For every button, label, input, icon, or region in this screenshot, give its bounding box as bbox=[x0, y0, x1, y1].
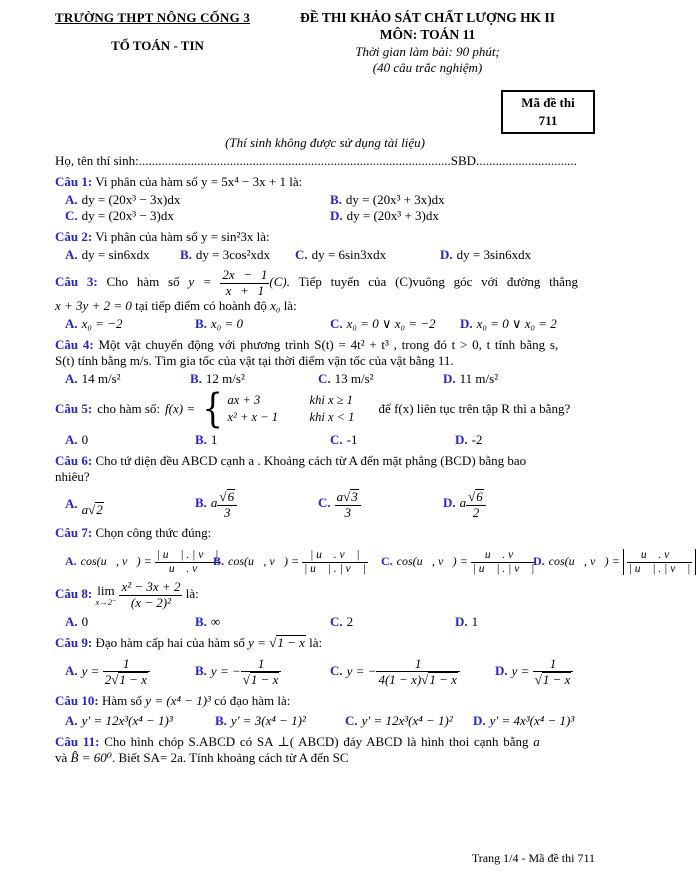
option: D. a $\frac{√6}{2}$ bbox=[443, 489, 595, 520]
option: D. 1 bbox=[455, 613, 479, 629]
exam-duration: Thời gian làm bài: 90 phút; bbox=[355, 43, 500, 59]
option-letter: A. bbox=[65, 192, 78, 208]
option-letter: C. bbox=[65, 208, 78, 224]
option: C. y' = 12x³(x⁴ − 1)² bbox=[345, 713, 453, 729]
question-text: Câu 4: Một vật chuyển động với phương trình S(t) = 4t² + t³ , trong đó t > 0, t tính bằng s, bbox=[55, 336, 559, 352]
option: B. a $\frac{√6}{3}$ bbox=[195, 489, 318, 520]
option: C. dy = 6sin3xdx bbox=[295, 247, 387, 263]
option: B. y = − $\frac{1}{√1 - x}$ bbox=[195, 657, 330, 688]
piecewise-function: { ax + 3 khi x ≥ 1 x² + x − 1 khi x < 1 bbox=[202, 385, 355, 432]
absolute-value-bars bbox=[623, 549, 696, 575]
option: A. 0 bbox=[65, 431, 89, 447]
question-7 bbox=[55, 524, 691, 575]
department-name: TỔ TOÁN - TIN bbox=[111, 38, 204, 53]
radical: √1 − x bbox=[421, 672, 457, 688]
question-8 bbox=[55, 580, 595, 630]
header bbox=[55, 10, 595, 76]
option-text: dy = (20x³ − 3)dx bbox=[81, 208, 174, 224]
question-1 bbox=[55, 174, 595, 224]
options-row bbox=[55, 657, 595, 688]
question-label: Câu 5: bbox=[55, 400, 93, 416]
question-text: Câu 2: Vi phân của hàm số y = sin²3x là: bbox=[55, 229, 270, 245]
option: D. y' = 4x³(x⁴ − 1)³ bbox=[473, 713, 575, 729]
question-label: Câu 4: bbox=[55, 336, 94, 352]
fraction: $\frac{a√3}{3}$ bbox=[335, 489, 361, 520]
option: B. y' = 3(x⁴ − 1)² bbox=[215, 713, 306, 729]
options-row bbox=[55, 489, 595, 520]
fraction: $\frac{u⃗ . v⃗}{| u⃗ | . | v⃗ |}$ bbox=[472, 548, 535, 575]
option: C. 2 bbox=[330, 613, 354, 629]
option: C. y = − $\frac{1}{4(1 - x)√1 - x}$ bbox=[330, 657, 495, 688]
header-left bbox=[55, 10, 260, 76]
question-text: Câu 10: Hàm số y = (x⁴ − 1)³ có đạo hàm là: bbox=[55, 693, 291, 709]
question-text-line2: S(t) tính bằng m/s. Tìm gia tốc của vật tại thời điểm vận tốc của vật bằng 11. bbox=[55, 352, 454, 368]
page-footer: Trang 1/4 - Mã đề thi 711 bbox=[471, 851, 595, 865]
question-text: Câu 8: lim x→2⁻ $\frac{\text{x² − 3x + 2}}{\text{(x − 2)²}}$ là: bbox=[55, 579, 199, 610]
option-text: dy = (20x³ + 3)dx bbox=[346, 208, 439, 224]
fraction: $\frac{√6}{2}$ bbox=[466, 489, 486, 520]
question-4 bbox=[55, 337, 595, 387]
option: B. cos(u⃗, v⃗) = $\frac{| u⃗ . v⃗ |}{| u⃗ | . | v⃗ |}$ bbox=[213, 548, 366, 575]
option: A. 14 m/s² bbox=[65, 370, 121, 386]
question-text: Câu 5: cho hàm số: f(x) = { ax + 3 khi x ≥ 1 x² + x − 1 khi x < 1 để f(x) liên tục trên tập R thì a bằng? bbox=[55, 385, 571, 432]
exam-subject: MÔN: TOÁN 11 bbox=[379, 26, 476, 42]
fraction: $\frac{1}{4(1 - x)√1 - x}$ bbox=[376, 657, 459, 688]
question-label: Câu 9: bbox=[55, 634, 93, 650]
option: D. 11 m/s² bbox=[443, 370, 499, 386]
fraction: $\frac{| u⃗ . v⃗ |}{| u⃗ | . | v⃗ |}$ bbox=[304, 548, 366, 575]
question-text: Câu 3: Cho hàm số y = $\frac{2x - 1}{x + 1}$ (C). Tiếp tuyến của (C)vuông góc với đường thẳng bbox=[55, 267, 578, 298]
radical: √2 bbox=[88, 502, 103, 518]
fraction: $\frac{1}{2√1 - x}$ bbox=[103, 657, 150, 688]
option: C. cos(u⃗, v⃗) = $\frac{u⃗ . v⃗}{| u⃗ | . | v⃗ |}$ bbox=[381, 548, 535, 575]
option bbox=[330, 192, 595, 208]
option: A. a√2 bbox=[65, 496, 103, 518]
question-10 bbox=[55, 693, 595, 729]
options-row bbox=[55, 316, 595, 332]
option bbox=[330, 208, 595, 224]
options-row bbox=[55, 371, 595, 387]
radical: √1 − x bbox=[111, 672, 147, 688]
question-text-line2: và B̂ = 60⁰. Biết SA= 2a. Tính khoảng cách từ A đến SC bbox=[55, 750, 349, 766]
option: B. x₀ = 0 bbox=[195, 315, 243, 331]
option: D. -2 bbox=[455, 431, 483, 447]
header-right bbox=[260, 10, 595, 76]
option: A. 0 bbox=[65, 613, 89, 629]
question-label: Câu 1: bbox=[55, 174, 93, 190]
question-text: Câu 7: Chọn công thức đúng: bbox=[55, 524, 212, 540]
question-3 bbox=[55, 268, 595, 332]
question-label: Câu 6: bbox=[55, 452, 93, 468]
question-count: (40 câu trắc nghiệm) bbox=[372, 60, 483, 75]
option bbox=[65, 208, 330, 224]
exam-code-label: Mã đề thi bbox=[521, 95, 575, 111]
option: C. 13 m/s² bbox=[318, 370, 374, 386]
options-row bbox=[55, 247, 595, 263]
option-letter: B. bbox=[330, 192, 342, 208]
fraction: $\frac{√6}{3}$ bbox=[217, 489, 237, 520]
option bbox=[65, 192, 330, 208]
exam-title: ĐỀ THI KHẢO SÁT CHẤT LƯỢNG HK II bbox=[300, 10, 555, 25]
question-label: Câu 7: bbox=[55, 524, 93, 540]
limit: lim x→2⁻ bbox=[95, 582, 117, 607]
candidate-name-line bbox=[55, 153, 595, 169]
sbd-label: SBD bbox=[450, 153, 477, 169]
option: A. y = $\frac{1}{2√1 - x}$ bbox=[65, 657, 195, 688]
option-text: dy = (20x³ + 3x)dx bbox=[345, 192, 445, 208]
option: D. dy = 3sin6xdx bbox=[440, 247, 532, 263]
fraction: $\frac{\text{x² − 3x + 2}}{\text{(x − 2)²}}$ bbox=[121, 579, 181, 610]
question-label: Câu 3: bbox=[55, 274, 98, 290]
fraction: $\frac{2x - 1}{x + 1}$ bbox=[222, 267, 268, 298]
question-text: Câu 9: Đạo hàm cấp hai của hàm số y = √1 − x là: bbox=[55, 634, 323, 650]
exam-code-value: 711 bbox=[538, 112, 558, 128]
option: B. dy = 3cos²xdx bbox=[180, 247, 270, 263]
radical: √1 − x bbox=[242, 672, 279, 688]
option: B. 1 bbox=[195, 431, 218, 447]
question-text-line2: x + 3y + 2 = 0 tại tiếp điểm có hoành độ x₀ là: bbox=[55, 297, 297, 313]
radical: √1 − x bbox=[534, 672, 571, 688]
brace-icon: { bbox=[202, 385, 224, 432]
fraction: $\frac{1}{√1 - x}$ bbox=[533, 657, 574, 688]
question-9 bbox=[55, 635, 595, 688]
option: A. dy = sin6xdx bbox=[65, 247, 150, 263]
radical: √6 bbox=[219, 488, 235, 504]
fraction: $\frac{| u⃗ | . | v⃗ |}{u⃗ . v⃗}$ bbox=[156, 548, 219, 575]
exam-code-box bbox=[501, 90, 595, 134]
option: D. x₀ = 0 ∨ x₀ = 2 bbox=[460, 315, 557, 331]
option: D. cos(u⃗, v⃗) = $\frac{u⃗ . v⃗}{| u⃗ | . | v⃗ |}$ bbox=[533, 549, 696, 575]
fraction: $\frac{u⃗ . v⃗}{| u⃗ | . | v⃗ |}$ bbox=[628, 548, 691, 575]
question-text: Câu 11: Cho hình chóp S.ABCD có SA ⊥( ABCD) đáy ABCD là hình thoi cạnh bằng a bbox=[55, 734, 540, 750]
radical: √1 − x bbox=[269, 634, 305, 650]
option: A. cos(u⃗, v⃗) = $\frac{| u⃗ | . | v⃗ |}{u⃗ . v⃗}$ bbox=[65, 548, 219, 575]
options-row bbox=[55, 713, 595, 729]
option-text: dy = (20x³ − 3x)dx bbox=[81, 192, 181, 208]
option: B. 12 m/s² bbox=[190, 370, 245, 386]
question-label: Câu 8: bbox=[55, 585, 93, 601]
radical: √3 bbox=[343, 488, 358, 504]
name-label: Họ, tên thí sinh: bbox=[55, 153, 139, 169]
options-row bbox=[55, 614, 595, 630]
fraction: $\frac{1}{√1 - x}$ bbox=[241, 657, 282, 688]
notice-line: (Thí sinh không được sử dụng tài liệu) bbox=[225, 135, 425, 151]
question-text-line2: nhiêu? bbox=[55, 468, 90, 484]
question-2 bbox=[55, 229, 595, 263]
option-letter: D. bbox=[330, 208, 343, 224]
options-row bbox=[55, 548, 691, 575]
question-label: Câu 10: bbox=[55, 693, 99, 709]
school-name: TRƯỜNG THPT NÔNG CỐNG 3 bbox=[55, 10, 251, 25]
radical: √6 bbox=[468, 488, 483, 504]
question-6 bbox=[55, 453, 595, 520]
question-label: Câu 11: bbox=[55, 734, 100, 750]
sbd-dots: ............................... bbox=[476, 153, 577, 169]
question-5 bbox=[55, 385, 595, 448]
option: A. x₀ = −2 bbox=[65, 315, 123, 331]
option: C. $\frac{a√3}{3}$ bbox=[318, 489, 443, 520]
option: A. y' = 12x³(x⁴ − 1)³ bbox=[65, 713, 173, 729]
question-text: Câu 6: Cho tứ diện đều ABCD cạnh a . Khoảng cách từ A đến mặt phẳng (BCD) bằng bao bbox=[55, 452, 527, 468]
question-11 bbox=[55, 734, 595, 766]
option: B. ∞ bbox=[195, 613, 221, 629]
options-row bbox=[55, 192, 595, 224]
option: C. x₀ = 0 ∨ x₀ = −2 bbox=[330, 315, 436, 331]
question-text: Câu 1: Vi phân của hàm số y = 5x⁴ − 3x + 1 là: bbox=[55, 174, 303, 190]
name-dots: ................................................................................................ bbox=[138, 153, 451, 169]
options-row bbox=[55, 432, 595, 448]
question-label: Câu 2: bbox=[55, 229, 93, 245]
option: C. -1 bbox=[330, 431, 358, 447]
option: D. y = $\frac{1}{√1 - x}$ bbox=[495, 657, 595, 688]
